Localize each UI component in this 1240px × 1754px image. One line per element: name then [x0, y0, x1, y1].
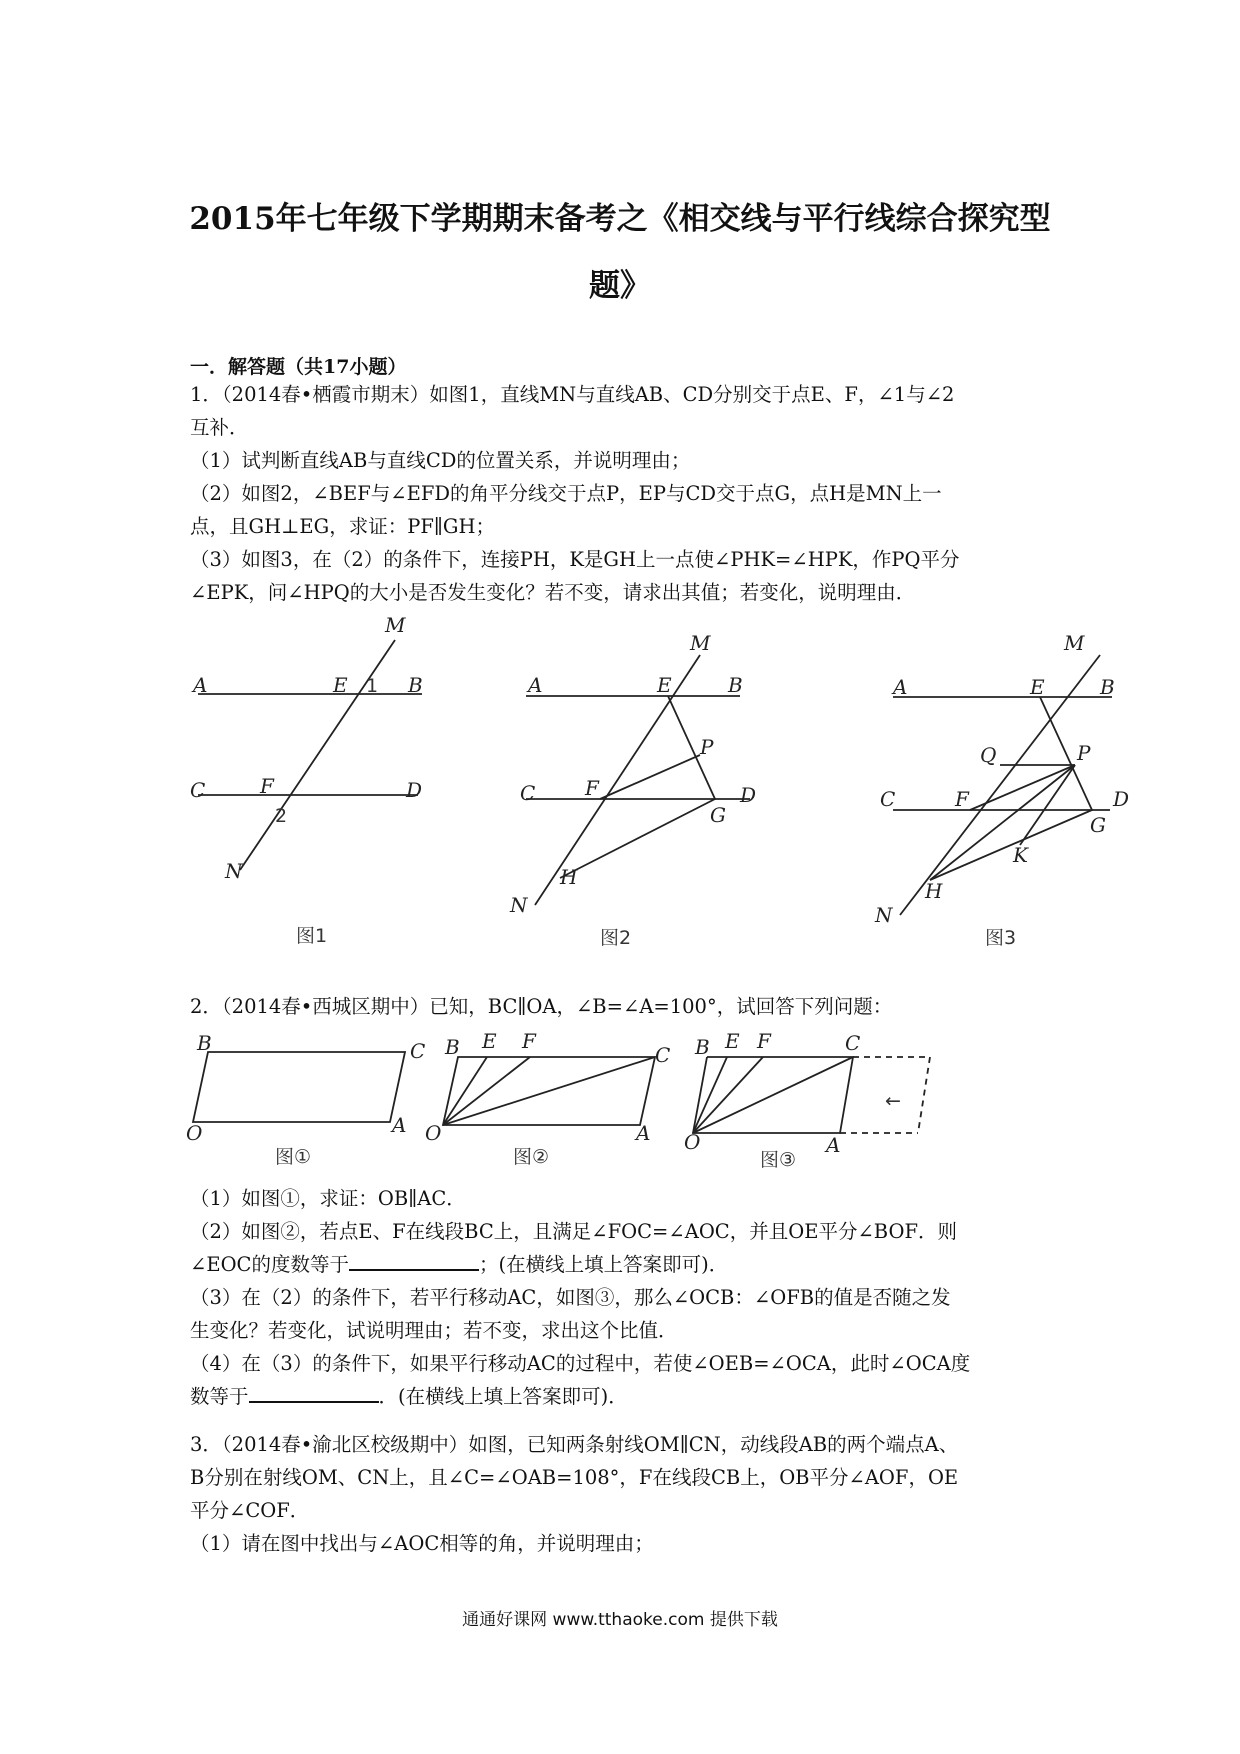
q2-figure-1: [186, 1031, 425, 1168]
label-F: F: [955, 787, 969, 811]
label-B: B: [408, 673, 423, 697]
q2-part4b-post: ．(在横线上填上答案即可)．: [378, 1385, 628, 1408]
label-C: C: [520, 781, 536, 805]
q1-part3b: ∠EPK，问∠HPQ的大小是否发生变化？若不变，请求出其值；若变化，说明理由．: [190, 581, 916, 604]
label-A: A: [528, 673, 543, 697]
q3-line2: B分别在射线OM、CN上，且∠C=∠OAB=108°，F在线段CB上，OB平分∠AOF，OE: [190, 1466, 959, 1489]
figure-1: [190, 613, 423, 947]
fig3-caption: 图3: [985, 927, 1017, 949]
label-E: E: [482, 1029, 497, 1053]
fig1-caption: 图1: [296, 925, 328, 947]
label-A: A: [193, 673, 208, 697]
q2-part4a: （4）在（3）的条件下，如果平行移动AC的过程中，若使∠OEB=∠OCA，此时∠OCA度: [190, 1352, 971, 1375]
q2-part3a: （3）在（2）的条件下，若平行移动AC，如图③，那么∠OCB：∠OFB的值是否随之发: [190, 1286, 951, 1309]
q2-part2b-pre: ∠EOC的度数等于: [190, 1253, 349, 1276]
label-H: H: [925, 879, 943, 903]
label-F: F: [260, 774, 274, 798]
label-D: D: [740, 783, 757, 807]
q2-fig1-caption: 图①: [275, 1146, 312, 1168]
label-angle-2: 2: [275, 805, 288, 827]
q2-part2b: [190, 1248, 1070, 1281]
q3-line1: 3．（2014春•渝北区校级期中）如图，已知两条射线OM∥CN，动线段AB的两个端点A、: [190, 1433, 959, 1456]
label-P: P: [1077, 741, 1091, 765]
label-D: D: [406, 778, 423, 802]
q2-fig2-caption: 图②: [513, 1146, 550, 1168]
q2-parts: [190, 1182, 1070, 1413]
label-B: B: [1100, 675, 1115, 699]
q2-figure-3: [684, 1029, 930, 1171]
label-G: G: [1090, 813, 1106, 837]
label-G: G: [710, 803, 726, 827]
label-P: P: [700, 735, 714, 759]
label-O: O: [186, 1121, 203, 1145]
label-E: E: [1030, 675, 1045, 699]
answer-blank-2[interactable]: [249, 1383, 379, 1403]
q2-part1: （1）如图①，求证：OB∥AC．: [190, 1187, 466, 1210]
label-M: M: [1064, 631, 1085, 655]
label-Q: Q: [980, 743, 997, 767]
label-A: A: [392, 1113, 407, 1137]
q3-line3: 平分∠COF．: [190, 1499, 310, 1522]
q2-stem: 2．（2014春•西城区期中）已知，BC∥OA，∠B=∠A=100°，试回答下列问题：: [190, 995, 893, 1018]
page-title-line2: 题》: [589, 268, 651, 304]
page-title-line1: 2015年七年级下学期期末备考之《相交线与平行线综合探究型: [189, 201, 1051, 237]
q1-stem-b: 互补．: [190, 416, 249, 439]
label-C: C: [190, 778, 206, 802]
figure-2: [509, 631, 756, 949]
label-F: F: [585, 776, 599, 800]
label-D: D: [1113, 787, 1130, 811]
q1-part3a: （3）如图3，在（2）的条件下，连接PH，K是GH上一点使∠PHK=∠HPK，作PQ平分: [190, 548, 960, 571]
q3-part1: （1）请在图中找出与∠AOC相等的角，并说明理由；: [190, 1532, 654, 1555]
q2-figure-2: [425, 1029, 670, 1168]
q2-part2a: （2）如图②，若点E、F在线段BC上，且满足∠FOC=∠AOC，并且OE平分∠BOF．则: [190, 1220, 957, 1243]
label-E: E: [725, 1029, 740, 1053]
label-F: F: [757, 1029, 771, 1053]
label-N: N: [225, 859, 243, 883]
label-M: M: [690, 631, 711, 655]
q1-part2b: 点，且GH⊥EG，求证：PF∥GH；: [190, 515, 495, 538]
label-C: C: [655, 1043, 671, 1067]
label-F: F: [522, 1029, 536, 1053]
label-B: B: [197, 1031, 212, 1055]
label-N: N: [510, 893, 528, 917]
q2-part2b-post: ；(在横线上填上答案即可)．: [478, 1253, 729, 1276]
label-A: A: [893, 675, 908, 699]
section-heading: 一．解答题（共17小题）: [190, 356, 407, 378]
move-left-arrow-icon: ←: [885, 1090, 901, 1112]
label-O: O: [684, 1130, 701, 1154]
q2-fig3-caption: 图③: [760, 1149, 797, 1171]
label-E: E: [333, 673, 348, 697]
label-A: A: [636, 1121, 651, 1145]
q2-part4b-pre: 数等于: [190, 1385, 249, 1408]
q1-part1: （1）试判断直线AB与直线CD的位置关系，并说明理由；: [190, 449, 691, 472]
footer: 通通好课网 www.tthaoke.com 提供下载: [462, 1610, 778, 1630]
label-M: M: [385, 613, 406, 637]
label-N: N: [875, 903, 893, 927]
q2-part3b: 生变化？若变化，试说明理由；若不变，求出这个比值．: [190, 1319, 678, 1342]
q1-part2a: （2）如图2，∠BEF与∠EFD的角平分线交于点P，EP与CD交于点G，点H是MN上一: [190, 482, 942, 505]
label-C: C: [880, 787, 896, 811]
label-C: C: [845, 1031, 861, 1055]
answer-blank-1[interactable]: [349, 1251, 479, 1271]
fig2-caption: 图2: [600, 927, 632, 949]
label-A: A: [826, 1133, 841, 1157]
q1-stem-a: 1．（2014春•栖霞市期末）如图1，直线MN与直线AB、CD分别交于点E、F，∠1与∠2: [190, 383, 955, 406]
label-B: B: [728, 673, 743, 697]
q3-text: [190, 1428, 1070, 1560]
label-B: B: [695, 1035, 710, 1059]
label-H: H: [560, 865, 578, 889]
figure-3: [874, 631, 1129, 949]
label-B: B: [445, 1035, 460, 1059]
label-angle-1: 1: [366, 675, 379, 697]
label-K: K: [1013, 843, 1028, 867]
label-E: E: [657, 673, 672, 697]
q2-part4b: [190, 1380, 1070, 1413]
label-C: C: [410, 1039, 426, 1063]
label-O: O: [425, 1121, 442, 1145]
